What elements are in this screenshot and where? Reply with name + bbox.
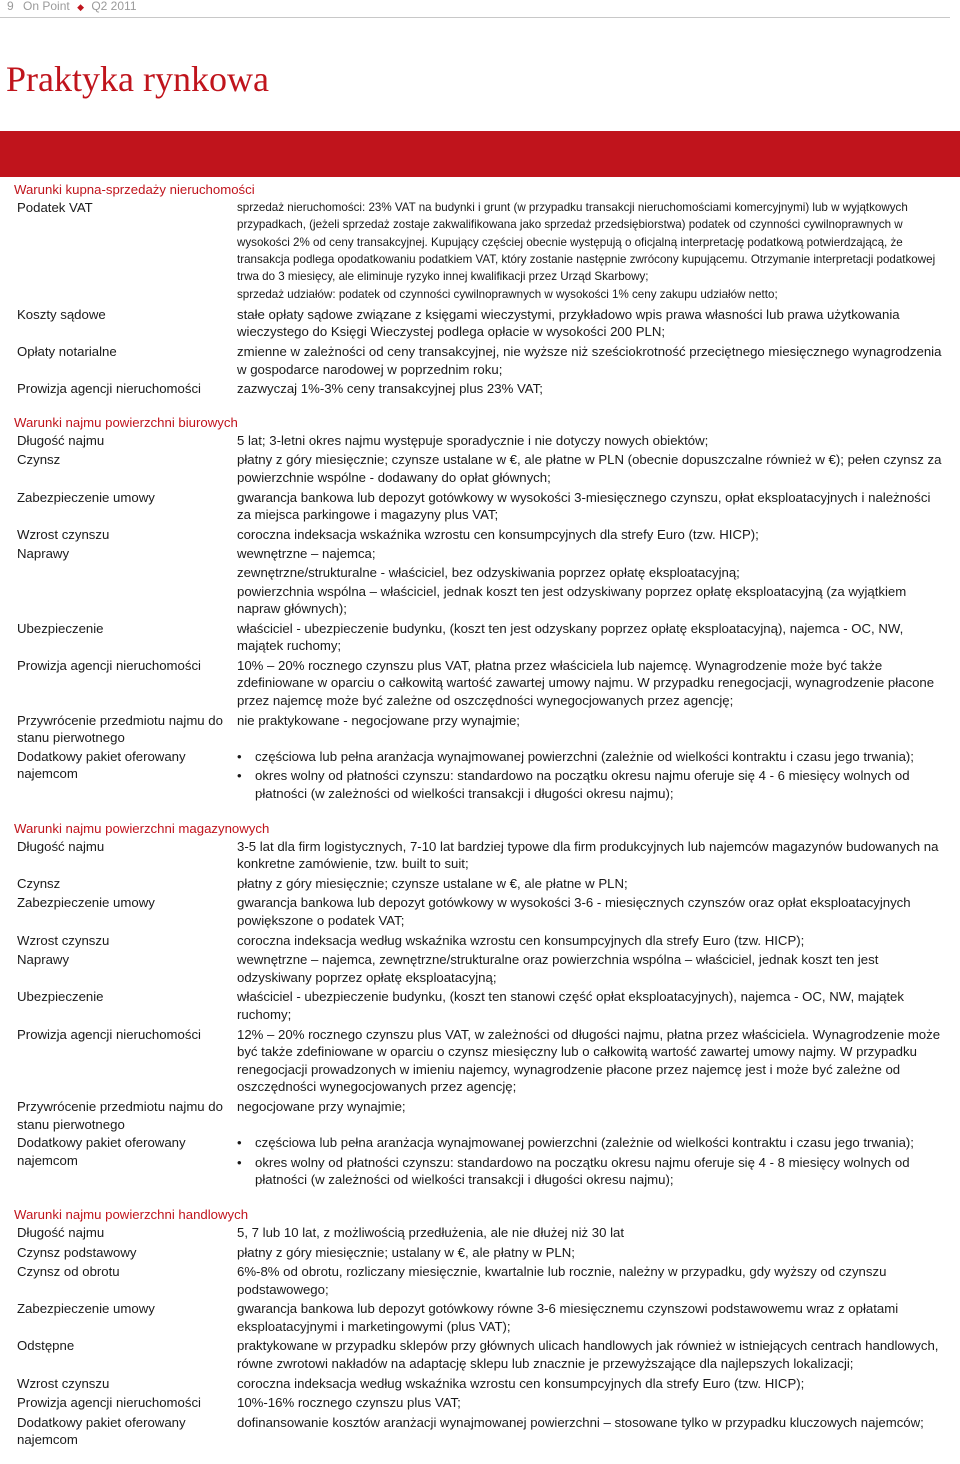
term-label: Dodatkowy pakiet oferowany najemcom xyxy=(17,1135,186,1168)
term-row xyxy=(14,1414,944,1449)
term-value xyxy=(237,1263,944,1299)
term-value xyxy=(237,489,944,525)
term-paragraph: nie praktykowane - negocjowane przy wynajmie; xyxy=(237,712,520,728)
section-title: Warunki najmu powierzchni biurowych xyxy=(14,414,238,430)
term-paragraph: zmienne w zależności od ceny transakcyjnej, nie wyższe niż sześciokrotność przeciętnego miesięcznego wynagrodzenia w gospodarce narodowej w poprzednim roku; xyxy=(237,343,942,377)
term-paragraph: wewnętrzne – najemca, zewnętrzne/strukturalne oraz powierzchnia wspólna – właściciel, jednak koszt ten jest odzyskiwany poprzez opłatę eksploatacyjną; xyxy=(237,952,879,985)
term-value xyxy=(237,526,944,545)
term-row xyxy=(14,838,944,874)
term-label: Prowizja agencji nieruchomości xyxy=(17,1026,201,1042)
term-value xyxy=(237,1414,944,1449)
term-paragraph: praktykowane w przypadku sklepów przy głównych ulicach handlowych jak również w istniejących centrach handlowych, równe zwrotowi nakładów na adaptację sklepu lub znacznie je przewyższające dla najlepszych lokalizacji; xyxy=(237,1338,939,1372)
term-paragraph: coroczna indeksacja wskaźnika wzrostu cen konsumpcyjnych dla strefy Euro (tzw. HICP); xyxy=(237,526,759,542)
section-title: Warunki najmu powierzchni magazynowych xyxy=(14,820,270,836)
term-value xyxy=(237,380,944,399)
term-row xyxy=(14,657,944,711)
term-bullet-item: • częściowa lub pełna aranżacja wynajmowanej powierzchni (zależnie od wielkości kontraktu i czasu jego trwania); xyxy=(237,748,944,766)
term-label: Zabezpieczenie umowy xyxy=(17,1301,155,1317)
term-label: Czynsz od obrotu xyxy=(17,1264,120,1280)
term-paragraph: gwarancja bankowa lub depozyt gotówkowy w wysokości 3-6 - miesięcznych czynszów oraz opłat eksploatacyjnych powiększone o podatek VAT; xyxy=(237,895,911,928)
term-paragraph: dofinansowanie kosztów aranżacji wynajmowanej powierzchni – stosowane tylko w przypadku kluczowych najemców; xyxy=(237,1414,924,1430)
term-value xyxy=(237,748,944,805)
term-paragraph: płatny z góry miesięcznie; czynsze ustalane w €, ale płatne w PLN; xyxy=(237,875,628,891)
term-row xyxy=(14,545,944,618)
term-bullet-item: • okres wolny od płatności czynszu: standardowo na początku okresu najmu oferuje się 4 - 6 miesięcy wolnych od płatności (w zależności od wielkości transakcji i długości okresu najmu); xyxy=(237,767,944,802)
term-value xyxy=(237,838,944,874)
term-value xyxy=(237,875,944,894)
issue-label: Q2 2011 xyxy=(91,0,137,13)
term-value xyxy=(237,1375,944,1394)
term-value xyxy=(237,1026,944,1097)
term-label: Wzrost czynszu xyxy=(17,526,110,542)
term-value xyxy=(237,199,944,305)
term-value xyxy=(237,306,944,342)
term-label: Długość najmu xyxy=(17,1224,105,1240)
terms-section xyxy=(14,181,944,399)
term-label: Długość najmu xyxy=(17,432,105,448)
term-row xyxy=(14,1244,944,1263)
term-value xyxy=(237,1337,944,1373)
term-value xyxy=(237,343,944,379)
term-value xyxy=(237,712,944,747)
term-paragraph: 12% – 20% rocznego czynszu plus VAT, w zależności od długości najmu, płatna przez właściciela. Wynagrodzenie może być także zdefiniowane w oparciu o czynsz miesięczny lub o całkowitą wartość zawartej umowy najmy. W przypadku renegocjacji prowadzonych w imieniu najemcy, wynagrodzenie płacone przez najemcę jest i może być zależne od oszczędności wynegocjowanych przez agencję; xyxy=(237,1026,941,1095)
term-paragraph: 3-5 lat dla firm logistycznych, 7-10 lat bardziej typowe dla firm produkcyjnych lub najemców magazynów budowanych na konkretne zamówienie, tzw. built to suit; xyxy=(237,838,939,872)
term-row xyxy=(14,1394,944,1413)
term-value xyxy=(237,1134,944,1191)
term-row xyxy=(14,1337,944,1373)
term-label: Wzrost czynszu xyxy=(17,1375,110,1391)
term-label: Przywrócenie przedmiotu najmu do stanu pierwotnego xyxy=(17,1098,223,1132)
term-value xyxy=(237,1224,944,1243)
term-label: Podatek VAT xyxy=(17,200,93,215)
term-row xyxy=(14,932,944,951)
term-row xyxy=(14,620,944,656)
term-paragraph: płatny z góry miesięcznie; czynsze ustalane w €, ale płatne w PLN (obecnie dopuszczalne również w €); pełen czynsz za powierzchnie wspólne - dodawany do opłat głównych; xyxy=(237,452,942,485)
term-label: Prowizja agencji nieruchomości xyxy=(17,381,201,397)
term-paragraph: właściciel - ubezpieczenie budynku, (koszt ten stanowi część opłat eksploatacyjnych), najemca - OC, NW, majątek ruchomy; xyxy=(237,989,904,1022)
term-row xyxy=(14,380,944,399)
term-paragraph: negocjowane przy wynajmie; xyxy=(237,1098,406,1114)
term-label: Opłaty notarialne xyxy=(17,343,117,359)
term-paragraph: gwarancja bankowa lub depozyt gotówkowy w wysokości 3-miesięcznego czynszu, opłat eksploatacyjnych i należności za miejsca parkingowe i magazyny plus VAT; xyxy=(237,489,931,523)
term-label: Koszty sądowe xyxy=(17,306,106,322)
term-label: Ubezpieczenie xyxy=(17,620,104,636)
page-title: Praktyka rynkowa xyxy=(6,59,269,99)
term-row xyxy=(14,1300,944,1336)
terms-section xyxy=(14,1206,944,1449)
term-label: Dodatkowy pakiet oferowany najemcom xyxy=(17,1414,186,1448)
term-row xyxy=(14,1263,944,1299)
term-paragraph: coroczna indeksacja według wskaźnika wzrostu cen konsumpcyjnych dla strefy Euro (tzw. HICP); xyxy=(237,1375,805,1391)
term-row xyxy=(14,1098,944,1133)
term-value xyxy=(237,932,944,951)
term-row xyxy=(14,1375,944,1394)
bullet-separator-icon: ◆ xyxy=(77,2,84,12)
term-paragraph: wewnętrzne – najemca; xyxy=(237,546,376,562)
term-row xyxy=(14,951,944,987)
page-number: 9 xyxy=(7,0,14,13)
section-title: Warunki najmu powierzchni handlowych xyxy=(14,1206,249,1222)
term-row xyxy=(14,1026,944,1097)
term-label: Czynsz xyxy=(17,452,61,468)
term-label: Długość najmu xyxy=(17,838,105,854)
term-bullet-list xyxy=(237,1134,944,1189)
term-row xyxy=(14,451,944,487)
term-paragraph: właściciel - ubezpieczenie budynku, (koszt ten jest odzyskany poprzez opłatę eksploatacyjną), najemca - OC, NW, majątek ruchomy; xyxy=(237,620,904,654)
term-value xyxy=(237,545,944,618)
red-banner xyxy=(0,131,960,177)
term-value xyxy=(237,951,944,987)
term-row xyxy=(14,875,944,894)
term-value xyxy=(237,432,944,451)
term-label: Czynsz xyxy=(17,875,61,891)
term-label: Wzrost czynszu xyxy=(17,932,110,948)
term-row xyxy=(14,1224,944,1243)
page-header xyxy=(7,0,137,13)
term-label: Zabezpieczenie umowy xyxy=(17,895,155,911)
term-value xyxy=(237,894,944,930)
publication-name: On Point xyxy=(23,0,70,13)
term-label: Odstępne xyxy=(17,1338,75,1354)
term-paragraph: zazwyczaj 1%-3% ceny transakcyjnej plus 23% VAT; xyxy=(237,381,543,397)
terms-section xyxy=(14,820,944,1191)
term-row xyxy=(14,432,944,451)
term-row xyxy=(14,306,944,342)
term-label: Czynsz podstawowy xyxy=(17,1244,137,1260)
term-paragraph: zewnętrzne/strukturalne - właściciel, bez odzyskiwania poprzez opłatę eksploatacyjną; xyxy=(237,564,740,580)
term-value xyxy=(237,1098,944,1133)
term-bullet-item: • częściowa lub pełna aranżacja wynajmowanej powierzchni (zależnie od wielkości kontraktu i czasu jego trwania); xyxy=(237,1134,944,1152)
term-row xyxy=(14,712,944,747)
term-label: Prowizja agencji nieruchomości xyxy=(17,1395,201,1411)
term-label: Ubezpieczenie xyxy=(17,989,104,1005)
term-label: Prowizja agencji nieruchomości xyxy=(17,657,201,673)
term-paragraph: powierzchnia wspólna – właściciel, jednak koszt ten jest odzyskiwany poprzez opłatę eksploatacyjną (za wyjątkiem napraw głównych); xyxy=(237,583,907,617)
term-value xyxy=(237,1244,944,1263)
term-value xyxy=(237,620,944,656)
term-row xyxy=(14,894,944,930)
term-row xyxy=(14,489,944,525)
term-paragraph: gwarancja bankowa lub depozyt gotówkowy równe 3-6 miesięcznemu czynszowi podstawowemu wraz z opłatami eksploatacyjnymi i marketingowymi (plus VAT); xyxy=(237,1301,899,1334)
term-value xyxy=(237,1300,944,1336)
term-paragraph: coroczna indeksacja według wskaźnika wzrostu cen konsumpcyjnych dla strefy Euro (tzw. HICP); xyxy=(237,932,805,948)
term-row xyxy=(14,988,944,1024)
term-value xyxy=(237,657,944,711)
term-paragraph: 5 lat; 3-letni okres najmu występuje sporadycznie i nie dotyczy nowych obiektów; xyxy=(237,432,709,448)
terms-section xyxy=(14,414,944,805)
term-row xyxy=(14,748,944,805)
term-label: Przywrócenie przedmiotu najmu do stanu pierwotnego xyxy=(17,712,223,746)
term-value xyxy=(237,988,944,1024)
term-label: Zabezpieczenie umowy xyxy=(17,489,155,505)
term-paragraph: sprzedaż udziałów: podatek od czynności cywilnoprawnych w wysokości 1% ceny zakupu udziałów netto; xyxy=(237,288,778,302)
term-paragraph: stałe opłaty sądowe związane z księgami wieczystymi, przykładowo wpis prawa własności lub prawa użytkowania wieczystego do Księgi Wieczystej podlega opłacie w wysokości 200 PLN; xyxy=(237,306,900,340)
term-label: Naprawy xyxy=(17,952,70,968)
term-bullet-item: • okres wolny od płatności czynszu: standardowo na początku okresu najmu oferuje się 4 - 8 miesięcy wolnych od płatności (w zależności od wielkości transakcji i długości okresu najmu); xyxy=(237,1154,944,1189)
term-paragraph: 5, 7 lub 10 lat, z możliwością przedłużenia, ale nie dłużej niż 30 lat xyxy=(237,1224,625,1240)
term-value xyxy=(237,451,944,487)
term-row xyxy=(14,1134,944,1191)
term-paragraph: 10%-16% rocznego czynszu plus VAT; xyxy=(237,1395,461,1411)
term-value xyxy=(237,1394,944,1413)
term-label: Dodatkowy pakiet oferowany najemcom xyxy=(17,748,186,782)
term-paragraph: 10% – 20% rocznego czynszu plus VAT, płatna przez właściciela lub najemcę. Wynagrodzenie może być także zdefiniowane w oparciu o całkowitą wartość zawartej umowy najmu. W przypadku renegocjacji, wynagrodzenie płacone przez najemcę może być zależne od oszczędności wynegocjowanych przez agencję; xyxy=(237,657,935,709)
term-paragraph: 6%-8% od obrotu, rozliczany miesięcznie, kwartalnie lub rocznie, należny w przypadku, gdy wyższy od czynszu podstawowego; xyxy=(237,1264,887,1297)
term-row xyxy=(14,526,944,545)
term-paragraph: płatny z góry miesięcznie; ustalany w €, ale płatny w PLN; xyxy=(237,1244,575,1260)
term-label: Naprawy xyxy=(17,546,70,562)
term-paragraph: sprzedaż nieruchomości: 23% VAT na budynki i grunt (w przypadku transakcji nieruchomościami komercyjnymi) lub w wyjątkowych przypadkach, (jeżeli sprzedaż zostaje zakwalifikowana jako sprzedaż przedsiębiorstwa) podatek od czynności cywilnoprawnych w wysokości 2% od ceny transakcyjnej. Kupujący częściej obecnie występują o oficjalną interpretację podatkową potwierdzającą, że transakcja podlega opodatkowaniu podatkiem VAT, który zostanie następnie zwrócony kupującemu. Otrzymanie interpretacji podatkowej trwa do 3 miesięcy, ale eliminuje ryzyko innej kwalifikacji przez Urząd Skarbowy; xyxy=(237,201,936,284)
content-area xyxy=(14,181,944,1464)
term-row xyxy=(14,343,944,379)
term-bullet-list xyxy=(237,748,944,803)
header-divider xyxy=(0,17,950,18)
term-row xyxy=(14,199,944,305)
section-title: Warunki kupna-sprzedaży nieruchomości xyxy=(14,182,255,197)
